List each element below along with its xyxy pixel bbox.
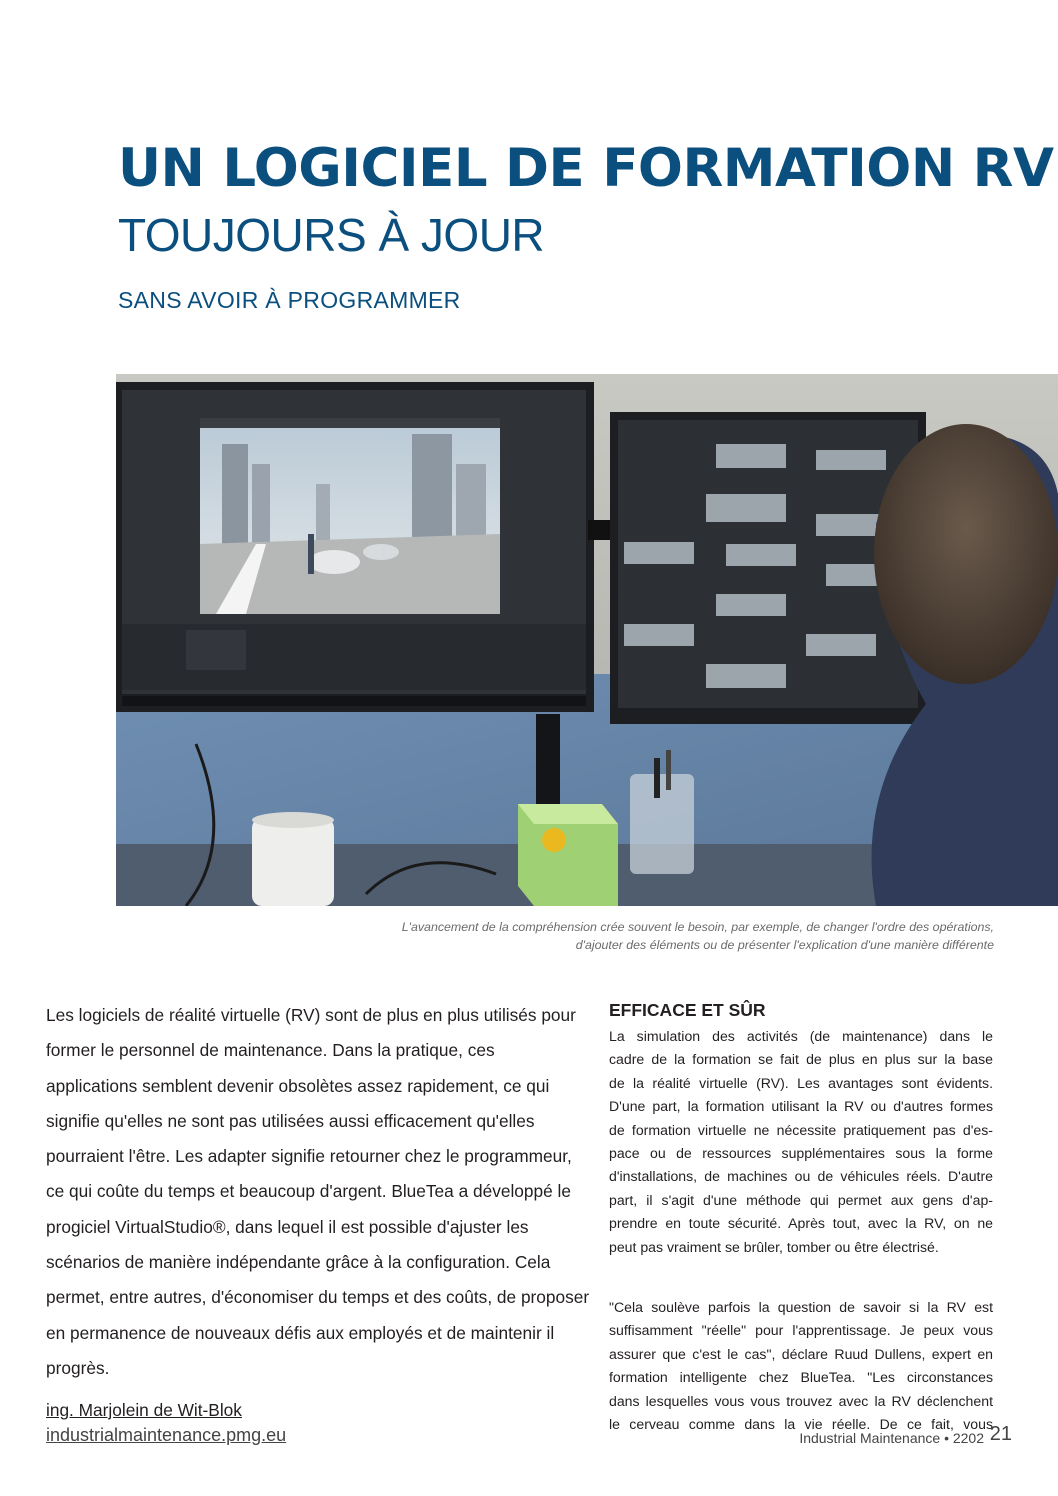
intro-line: progiciel VirtualStudio®, dans lequel il est possible d'ajuster les <box>46 1216 529 1237</box>
caption-line: d'ajouter des éléments ou de présenter l'explication d'une manière différente <box>575 938 994 952</box>
article-subtitle: TOUJOURS À JOUR <box>118 209 545 261</box>
column-paragraph-1 <box>609 1025 993 1259</box>
column-line: pace ou de ressources supplémentaires sous la forme <box>609 1144 993 1161</box>
caption-line: L'avancement de la compréhension crée souvent le besoin, par exemple, de changer l'ordre des opérations, <box>401 920 994 934</box>
intro-line: en permanence de nouveaux défis aux employés et de maintenir il <box>46 1322 555 1343</box>
intro-line: scénarios de manière indépendante grâce à la configuration. Cela <box>46 1252 551 1273</box>
intro-line: signifie qu'elles ne sont pas utilisées aussi efficacement qu'elles <box>46 1110 535 1131</box>
column-line: prendre en toute sécurité. Après tout, avec la RV, on ne <box>609 1215 993 1232</box>
article-photo <box>116 374 1058 906</box>
column-line: le cerveau comme dans la vie réelle. De ce fait, vous <box>609 1415 993 1432</box>
intro-line: progrès. <box>46 1357 110 1378</box>
intro-paragraph <box>46 998 590 1386</box>
column-line: La simulation des activités (de maintenance) dans le <box>609 1028 993 1044</box>
column-line: suffisamment "réelle" pour l'apprentissage. Je peux vous <box>609 1322 993 1339</box>
column-line: D'une part, la formation utilisant la RV ou d'autres formes <box>609 1098 993 1115</box>
intro-line: pourraient l'être. Les adapter signifie retourner chez le programmeur, <box>46 1146 572 1167</box>
intro-line: applications semblent devenir obsolètes assez rapidement, ce qui <box>46 1075 550 1096</box>
photo-caption <box>354 918 994 954</box>
column-line: assurer que c'est le cas", déclare Ruud Dullens, expert en <box>609 1345 993 1362</box>
article-kicker: SANS AVOIR À PROGRAMMER <box>118 287 461 313</box>
page-number: 21 <box>989 1423 1012 1445</box>
article-title: UN LOGICIEL DE FORMATION RV <box>118 138 1054 199</box>
column-line: de formation virtuelle ne nécessite pratiquement pas d'es- <box>609 1121 993 1138</box>
footer-website-link[interactable]: industrialmaintenance.pmg.eu <box>46 1425 287 1445</box>
section-heading: EFFICACE ET SÛR <box>609 1000 766 1020</box>
column-line: d'installations, de machines ou de véhicules réels. D'autre <box>609 1168 993 1185</box>
intro-line: Les logiciels de réalité virtuelle (RV) sont de plus en plus utilisés pour <box>46 1005 576 1025</box>
footer-magazine-issue: Industrial Maintenance • 2202 <box>799 1430 984 1446</box>
author-name: ing. Marjolein de Wit-Blok <box>46 1400 242 1420</box>
intro-line: permet, entre autres, d'économiser du temps et des coûts, de proposer <box>46 1287 590 1308</box>
column-line: cadre de la formation se fait de plus en plus sur la base <box>609 1051 993 1068</box>
column-line: part, il s'agit d'une méthode qui permet aux gens d'ap- <box>609 1191 993 1208</box>
column-line: dans lesquelles vous vous trouvez avec la RV déclenchent <box>609 1392 993 1409</box>
column-line: de la réalité virtuelle (RV). Les avantages sont évidents. <box>609 1074 993 1091</box>
intro-line: former le personnel de maintenance. Dans la pratique, ces <box>46 1040 495 1061</box>
column-line: formation intelligente chez BlueTea. "Les circonstances <box>609 1369 993 1386</box>
intro-line: ce qui coûte du temps et beaucoup d'argent. BlueTea a développé le <box>46 1181 571 1202</box>
column-paragraph-2 <box>609 1296 993 1436</box>
column-line: "Cela soulève parfois la question de savoir si la RV est <box>609 1299 993 1315</box>
column-line: peut pas vraiment se brûler, tomber ou être électrisé. <box>609 1238 939 1255</box>
